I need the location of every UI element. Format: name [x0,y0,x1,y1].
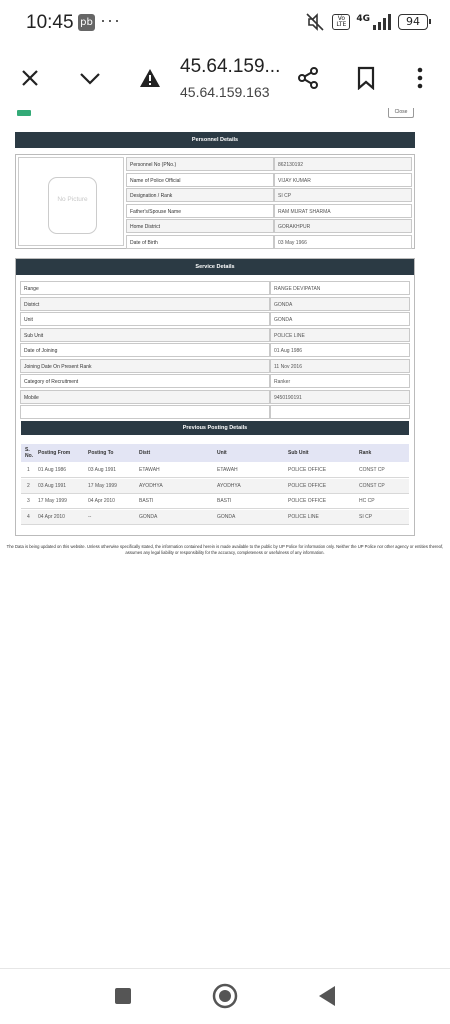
personnel-value: RAM MURAT SHARMA [274,204,412,218]
table-cell: BASTI [217,498,232,504]
personnel-value: 03 May 1966 [274,235,412,249]
table-row [21,510,409,525]
status-icons [304,12,428,32]
table-cell: AYODHYA [139,482,163,489]
table-cell: 1 [27,467,30,473]
personnel-value: GORAKHPUR [274,219,412,233]
column-header: Posting To [88,450,114,456]
table-cell: 01 Aug 1986 [38,467,67,473]
table-cell: HC CP [359,498,375,504]
close-tab-button[interactable] [14,62,46,94]
service-value: GONDA [270,312,410,326]
status-bar [0,0,450,48]
table-cell: POLICE OFFICE [288,482,327,489]
table-cell: 17 May 1999 [88,482,117,489]
clock: 10:45 [26,12,74,33]
close-page-button[interactable]: Close [388,108,414,118]
navigation-bar [0,968,450,1024]
personnel-row [126,173,412,187]
service-value: RANGE DEVIPATAN [270,281,410,295]
table-cell: GONDA [139,513,158,520]
table-row [21,479,409,494]
service-row [20,281,410,295]
service-details-header: Service Details [15,259,415,275]
personnel-label: Personnel No (PNo.) [126,157,274,171]
service-value: 9450190191 [270,390,410,404]
personnel-label: Date of Birth [126,235,274,249]
app-notification-icon: pb [78,14,95,31]
previous-posting-header: Previous Posting Details [21,421,409,435]
table-cell: POLICE LINE [288,513,319,520]
column-header: S. No. [25,447,34,459]
service-value: 01 Aug 1986 [270,343,410,357]
personnel-row [126,235,412,249]
service-label: Joining Date On Present Rank [20,359,270,373]
table-cell: CONST CP [359,482,385,489]
more-notifications-icon: ··· [100,10,121,30]
service-row [20,312,410,326]
service-value: GONDA [270,297,410,311]
bookmark-button[interactable] [350,62,382,94]
circle-home-icon [212,983,238,1009]
share-icon [296,66,320,90]
service-label: District [20,297,270,311]
table-cell: SI CP [359,513,373,520]
service-row [20,343,410,357]
home-button[interactable] [212,983,238,1009]
more-vert-icon [416,67,424,89]
personnel-details-table [15,154,415,249]
back-button[interactable] [314,983,340,1009]
personnel-row [126,157,412,171]
service-row [20,297,410,311]
signal-icon [372,14,392,30]
posting-table-header [21,444,409,462]
chevron-down-icon [79,68,101,88]
bookmark-icon [356,66,376,90]
column-header: Posting From [38,450,71,456]
print-icon[interactable] [17,110,31,116]
service-label: Date of Joining [20,343,270,357]
table-cell: AYODHYA [217,482,241,489]
close-icon [20,68,40,88]
mute-icon [304,12,326,32]
service-label [20,405,270,419]
service-label: Category of Recruitment [20,374,270,388]
personnel-value: SI CP [274,188,412,202]
table-cell: ETAWAH [139,467,160,473]
table-cell: 04 Apr 2010 [38,513,65,520]
service-value: 11 Nov 2016 [270,359,410,373]
web-page [0,108,450,968]
service-row [20,328,410,342]
share-button[interactable] [292,62,324,94]
column-header: Distt [139,450,151,456]
column-header: Rank [359,450,372,456]
personnel-details-header: Personnel Details [15,132,415,148]
personnel-label: Home District [126,219,274,233]
menu-button[interactable] [404,62,436,94]
triangle-back-icon [317,985,337,1007]
table-cell: ETAWAH [217,467,238,473]
table-cell: 3 [27,498,30,504]
table-cell: POLICE OFFICE [288,498,327,504]
service-row [20,374,410,388]
personnel-label: Designation / Rank [126,188,274,202]
column-header: Unit [217,450,227,456]
no-picture-placeholder: No Picture [48,177,97,234]
table-cell: 17 May 1999 [38,498,67,504]
url-text[interactable]: 45.64.159.163 [180,84,270,100]
personnel-row [126,219,412,233]
security-warning-button[interactable] [134,62,166,94]
volte-icon: Vo LTE [332,14,350,30]
battery-icon: 94 [398,14,428,30]
table-cell: 03 Aug 1991 [88,467,117,473]
table-cell: BASTI [139,498,154,504]
personnel-row [126,188,412,202]
table-cell: 04 Apr 2010 [88,498,115,504]
personnel-row [126,204,412,218]
service-value [270,405,410,419]
service-label: Mobile [20,390,270,404]
table-cell: -- [88,513,92,520]
column-header: Sub Unit [288,450,309,456]
minimize-button[interactable] [74,62,106,94]
service-label: Range [20,281,270,295]
service-row [20,405,410,419]
table-cell: GONDA [217,513,236,520]
photo-cell [18,157,124,246]
service-value: POLICE LINE [270,328,410,342]
recents-button[interactable] [110,983,136,1009]
personnel-value: VIJAY KUMAR [274,173,412,187]
table-cell: POLICE OFFICE [288,467,327,473]
warning-icon [139,68,161,88]
service-row [20,390,410,404]
table-row [21,494,409,509]
network-type: 4G [356,14,370,24]
table-cell: CONST CP [359,467,385,473]
table-row [21,463,409,478]
service-label: Sub Unit [20,328,270,342]
service-value: Ranker [270,374,410,388]
personnel-label: Father's/Spouse Name [126,204,274,218]
table-cell: 4 [27,513,30,520]
page-title[interactable]: 45.64.159... [180,56,281,77]
disclaimer-text: The Data is being updated on this website. Unless otherwise specifically stated, the information contained herein is made available to the public by UP Police for information only. Neither the UP Police nor other agency or entities thereof, assumes any legal liability or responsibility for the accuracy, completeness or usefulness of any information. [6,544,444,555]
service-label: Unit [20,312,270,326]
table-cell: 03 Aug 1991 [38,482,67,489]
personnel-value: 862130192 [274,157,412,171]
service-row [20,359,410,373]
browser-toolbar [0,48,450,108]
table-cell: 2 [27,482,30,489]
square-icon [113,986,133,1006]
personnel-label: Name of Police Official [126,173,274,187]
